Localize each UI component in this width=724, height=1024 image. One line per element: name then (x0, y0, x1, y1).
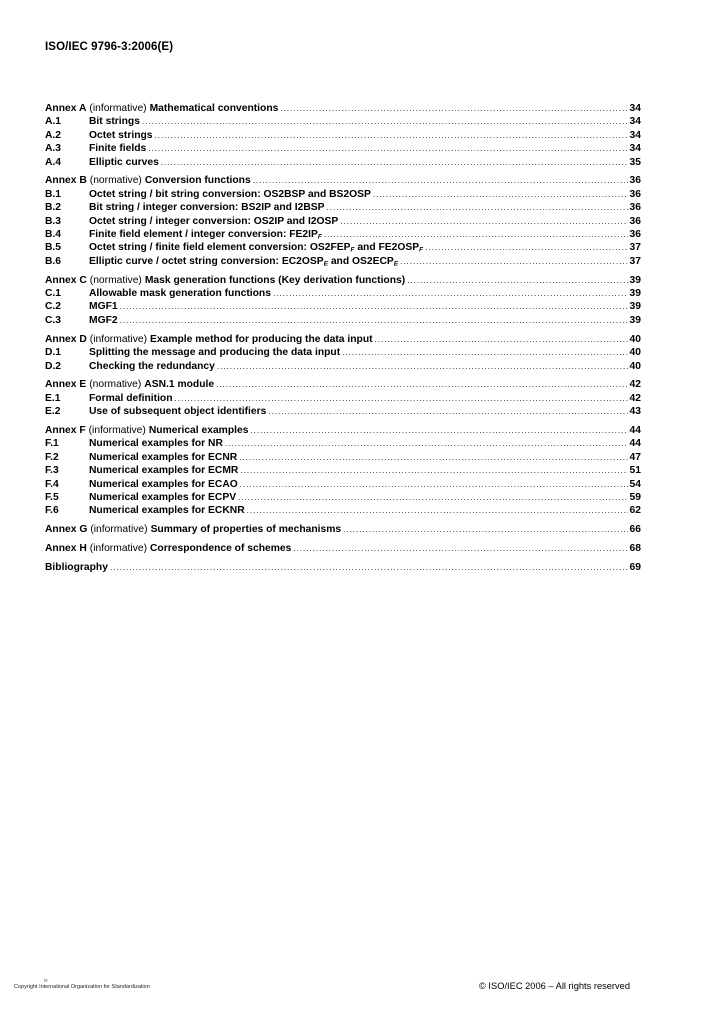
toc-entry-title-text: ASN.1 module (144, 379, 215, 391)
toc-annex-label: Annex A (45, 103, 87, 114)
toc-page-number: 34 (629, 116, 641, 128)
toc-entry-subscript: F (317, 233, 322, 241)
toc-entry-title-text: Octet string / bit string conversion: OS2BSP and BS2OSP (89, 188, 371, 200)
toc-section-number: A.3 (45, 143, 62, 155)
toc-entry-title-text: Conversion functions (144, 175, 251, 187)
toc-dot-leader (238, 491, 627, 504)
toc-dot-leader (327, 201, 628, 214)
toc-dot-leader (161, 156, 628, 169)
toc-annex-type: (normative) (89, 379, 142, 391)
toc-group (45, 561, 641, 574)
toc-section-number: F.6 (45, 505, 59, 517)
toc-entry-title-text: Finite fields (89, 143, 147, 155)
toc-section-number: B.2 (45, 202, 62, 214)
toc-annex-type: (informative) (89, 543, 147, 555)
toc-subsection-entry[interactable] (45, 451, 641, 464)
toc-annex-entry[interactable] (45, 542, 641, 555)
toc-dot-leader (217, 360, 628, 373)
toc-entry-subscript: E (393, 260, 399, 268)
toc-entry-subscript: E (323, 260, 328, 268)
toc-entry-title-text: MGF1 (89, 301, 118, 313)
toc-dot-leader (340, 215, 627, 228)
toc-entry-title-text: Bit strings (89, 116, 140, 128)
toc-section-number: B.3 (45, 215, 62, 227)
toc-page-number: 34 (629, 129, 641, 141)
toc-subsection-entry[interactable] (45, 201, 641, 214)
toc-annex-label: Annex B (45, 175, 87, 187)
toc-dot-leader (273, 287, 628, 300)
toc-subsection-entry[interactable] (45, 314, 641, 327)
toc-entry-title (150, 333, 373, 346)
toc-entry-title-text: Numerical examples for ECNR (89, 451, 238, 463)
toc-entry-title-text: Splitting the message and producing the data input (89, 347, 341, 359)
toc-entry-title (89, 142, 146, 155)
toc-subsection-entry[interactable] (45, 215, 641, 228)
toc-entry-title (145, 174, 251, 187)
toc-page-number: 40 (629, 333, 641, 345)
toc-entry-title-text: Use of subsequent object identifiers (89, 406, 267, 418)
toc-page-number: 51 (629, 465, 641, 477)
toc-page-number: 62 (629, 505, 641, 517)
toc-page-number: 43 (629, 406, 641, 418)
toc-page-number: 44 (629, 425, 641, 437)
toc-group (45, 333, 641, 373)
toc-entry-title (89, 156, 159, 169)
toc-entry-title-text: Mathematical conventions (149, 103, 279, 114)
toc-entry-title (89, 201, 325, 214)
toc-entry-title (144, 378, 214, 391)
toc-entry-title-text: Numerical examples for NR (89, 438, 223, 450)
toc-annex-type: (informative) (90, 524, 148, 536)
toc-entry-subscript: F (350, 246, 355, 254)
toc-entry-title-text: Numerical examples for ECMR (89, 465, 239, 477)
toc-section-number: C.3 (45, 314, 62, 326)
toc-entry-title-text: MGF2 (89, 314, 118, 326)
toc-subsection-entry[interactable] (45, 300, 641, 313)
toc-section-number: F.3 (45, 465, 59, 477)
toc-entry-title (89, 255, 398, 268)
toc-annex-label: Annex C (45, 274, 87, 286)
toc-entry-title (89, 464, 238, 477)
toc-entry-title-text: Summary of properties of mechanisms (150, 524, 342, 536)
toc-page-number: 40 (629, 360, 641, 372)
toc-page-number: 36 (629, 202, 641, 214)
toc-subsection-entry[interactable] (45, 241, 641, 254)
toc-dot-leader (375, 333, 628, 346)
toc-entry-title-text: Octet strings (89, 129, 153, 141)
toc-annex-entry[interactable] (45, 102, 641, 115)
toc-page-number: 36 (629, 188, 641, 200)
toc-page-number: 68 (629, 543, 641, 555)
toc-section-number: F.2 (45, 451, 59, 463)
toc-entry-title-text: Bit string / integer conversion: BS2IP and I2BSP (89, 202, 325, 214)
toc-page-number: 39 (629, 301, 641, 313)
toc-subsection-entry[interactable] (45, 287, 641, 300)
toc-entry-title (89, 188, 371, 201)
toc-subsection-entry[interactable] (45, 392, 641, 405)
toc-dot-leader (280, 102, 627, 115)
toc-dot-leader (155, 129, 628, 142)
toc-annex-entry[interactable] (45, 424, 641, 437)
toc-entry-title-text: Octet string / integer conversion: OS2IP and I2OSP (89, 215, 339, 227)
toc-subsection-entry[interactable] (45, 491, 641, 504)
toc-annex-type: (normative) (89, 274, 142, 286)
toc-entry-title (89, 228, 322, 241)
toc-dot-leader (120, 300, 628, 313)
toc-annex-entry[interactable] (45, 333, 641, 346)
toc-entry-title (89, 360, 215, 373)
toc-page-number: 39 (629, 288, 641, 300)
toc-subsection-entry[interactable] (45, 129, 641, 142)
toc-annex-type: (normative) (89, 175, 142, 187)
toc-dot-leader (110, 561, 628, 574)
toc-page-number: 35 (629, 156, 641, 168)
toc-entry-title-text: Numerical examples for ECAO (89, 478, 238, 490)
toc-page-number: 44 (629, 438, 641, 450)
toc-entry-title (150, 102, 279, 115)
toc-page-number: 40 (629, 347, 641, 359)
toc-annex-label: Bibliography (45, 562, 108, 574)
toc-dot-leader (342, 346, 627, 359)
toc-group (45, 102, 641, 169)
toc-dot-leader (400, 255, 627, 268)
toc-dot-leader (425, 241, 627, 254)
toc-group (45, 378, 641, 418)
toc-page-number: 42 (629, 392, 641, 404)
toc-subsection-entry[interactable] (45, 228, 641, 241)
toc-entry-title (89, 451, 237, 464)
toc-annex-entry[interactable] (45, 274, 641, 287)
toc-section-number: A.2 (45, 129, 62, 141)
toc-page-number: 69 (629, 562, 641, 574)
toc-section-number: E.2 (45, 406, 61, 418)
toc-section-number: D.2 (45, 360, 62, 372)
toc-group (45, 274, 641, 328)
toc-annex-entry[interactable] (45, 378, 641, 391)
table-of-contents (45, 102, 641, 580)
toc-dot-leader (120, 314, 628, 327)
toc-annex-label: Annex D (45, 333, 87, 345)
toc-subsection-entry[interactable] (45, 405, 641, 418)
toc-entry-title-text: Example method for producing the data input (150, 333, 373, 345)
toc-entry-subscript: F (419, 246, 424, 254)
toc-section-number: F.5 (45, 492, 59, 504)
toc-entry-title-text: Elliptic curve / octet string conversion: EC2OSP (89, 255, 324, 267)
toc-dot-leader (225, 437, 628, 450)
toc-entry-title (89, 392, 173, 405)
toc-group (45, 424, 641, 518)
toc-page-number: 36 (629, 215, 641, 227)
toc-entry-title-text: Formal definition (89, 392, 173, 404)
toc-entry-title (89, 287, 271, 300)
toc-page-number: 34 (629, 143, 641, 155)
toc-group (45, 523, 641, 536)
toc-section-number: A.4 (45, 156, 62, 168)
toc-subsection-entry[interactable] (45, 156, 641, 169)
toc-section-number: C.1 (45, 288, 62, 300)
toc-page-number: 54 (629, 478, 641, 490)
toc-annex-label: Annex E (45, 379, 87, 391)
toc-page-number: 47 (629, 451, 641, 463)
toc-subsection-entry[interactable] (45, 504, 641, 517)
toc-section-number: C.2 (45, 301, 62, 313)
toc-page-number: 36 (629, 229, 641, 241)
toc-page-number: 42 (629, 379, 641, 391)
toc-section-number: E.1 (45, 392, 61, 404)
toc-dot-leader (250, 424, 627, 437)
toc-dot-leader (293, 542, 627, 555)
toc-group (45, 542, 641, 555)
toc-entry-title (89, 478, 238, 491)
toc-annex-entry[interactable] (45, 174, 641, 187)
page-number-mark: iv (44, 978, 48, 984)
toc-annex-label: Annex F (45, 425, 86, 437)
toc-entry-title-text: and OS2ECP (327, 255, 394, 267)
toc-subsection-entry[interactable] (45, 142, 641, 155)
toc-section-number: B.5 (45, 242, 62, 254)
toc-group (45, 174, 641, 268)
toc-page-number: 39 (629, 314, 641, 326)
toc-entry-title-text: Correspondence of schemes (150, 543, 292, 555)
toc-subsection-entry[interactable] (45, 115, 641, 128)
toc-entry-title-text: Mask generation functions (Key derivation functions) (144, 274, 406, 286)
toc-annex-entry[interactable] (45, 561, 641, 574)
toc-entry-title (89, 437, 223, 450)
toc-subsection-entry[interactable] (45, 437, 641, 450)
toc-dot-leader (240, 478, 628, 491)
toc-annex-label: Annex G (45, 524, 88, 536)
toc-section-number: F.1 (45, 438, 59, 450)
toc-entry-title (89, 491, 236, 504)
toc-section-number: A.1 (45, 116, 62, 128)
toc-dot-leader (142, 115, 628, 128)
toc-section-number: B.6 (45, 255, 62, 267)
toc-entry-title-text: Elliptic curves (89, 156, 159, 168)
copyright-notice-right: © ISO/IEC 2006 – All rights reserved (479, 981, 631, 991)
document-header-title: ISO/IEC 9796-3:2006(E) (45, 41, 174, 53)
toc-subsection-entry[interactable] (45, 188, 641, 201)
toc-dot-leader (268, 405, 627, 418)
toc-section-number: B.1 (45, 188, 62, 200)
toc-dot-leader (247, 504, 628, 517)
toc-entry-title (150, 542, 291, 555)
toc-page-number: 34 (629, 103, 641, 114)
toc-dot-leader (239, 451, 627, 464)
toc-dot-leader (324, 228, 628, 241)
toc-entry-title (89, 405, 266, 418)
toc-page-number: 37 (629, 255, 641, 267)
toc-entry-title-text: Finite field element / integer conversion: FE2IP (89, 229, 318, 241)
toc-annex-entry[interactable] (45, 523, 641, 536)
toc-page-number: 39 (629, 274, 641, 286)
toc-entry-title (89, 129, 153, 142)
toc-entry-title-text: and FE2OSP (354, 242, 420, 254)
toc-entry-title (89, 346, 340, 359)
toc-page-number: 36 (629, 175, 641, 187)
toc-entry-title (89, 241, 423, 254)
toc-entry-title (89, 215, 338, 228)
toc-dot-leader (253, 174, 628, 187)
toc-section-number: D.1 (45, 347, 62, 359)
toc-subsection-entry[interactable] (45, 360, 641, 373)
toc-entry-title (145, 274, 405, 287)
toc-dot-leader (148, 142, 627, 155)
toc-page-number: 66 (629, 524, 641, 536)
toc-entry-title-text: Checking the redundancy (89, 360, 215, 372)
toc-annex-type: (informative) (89, 333, 147, 345)
toc-entry-title (89, 314, 118, 327)
toc-subsection-entry[interactable] (45, 255, 641, 268)
toc-entry-title (89, 115, 140, 128)
toc-entry-title-text: Allowable mask generation functions (89, 288, 271, 300)
toc-entry-title (89, 504, 245, 517)
toc-annex-label: Annex H (45, 543, 87, 555)
toc-dot-leader (407, 274, 627, 287)
toc-entry-title-text: Numerical examples for ECPV (89, 492, 237, 504)
toc-page-number: 37 (629, 242, 641, 254)
toc-dot-leader (343, 523, 627, 536)
toc-entry-title (89, 300, 118, 313)
toc-subsection-entry[interactable] (45, 478, 641, 491)
toc-section-number: F.4 (45, 478, 59, 490)
toc-dot-leader (240, 464, 627, 477)
toc-subsection-entry[interactable] (45, 464, 641, 477)
toc-entry-title-text: Numerical examples (148, 425, 249, 437)
toc-dot-leader (373, 188, 628, 201)
copyright-notice-left: Copyright International Organization for Standardization (14, 984, 150, 990)
toc-subsection-entry[interactable] (45, 346, 641, 359)
toc-dot-leader (175, 392, 628, 405)
toc-annex-type: (informative) (88, 425, 146, 437)
toc-entry-title-text: Octet string / finite field element conversion: OS2FEP (89, 242, 351, 254)
toc-annex-type: (informative) (89, 103, 147, 114)
toc-entry-title (149, 424, 249, 437)
toc-entry-title (151, 523, 342, 536)
toc-dot-leader (216, 378, 627, 391)
toc-entry-title-text: Numerical examples for ECKNR (89, 505, 245, 517)
toc-section-number: B.4 (45, 229, 62, 241)
toc-page-number: 59 (629, 492, 641, 504)
